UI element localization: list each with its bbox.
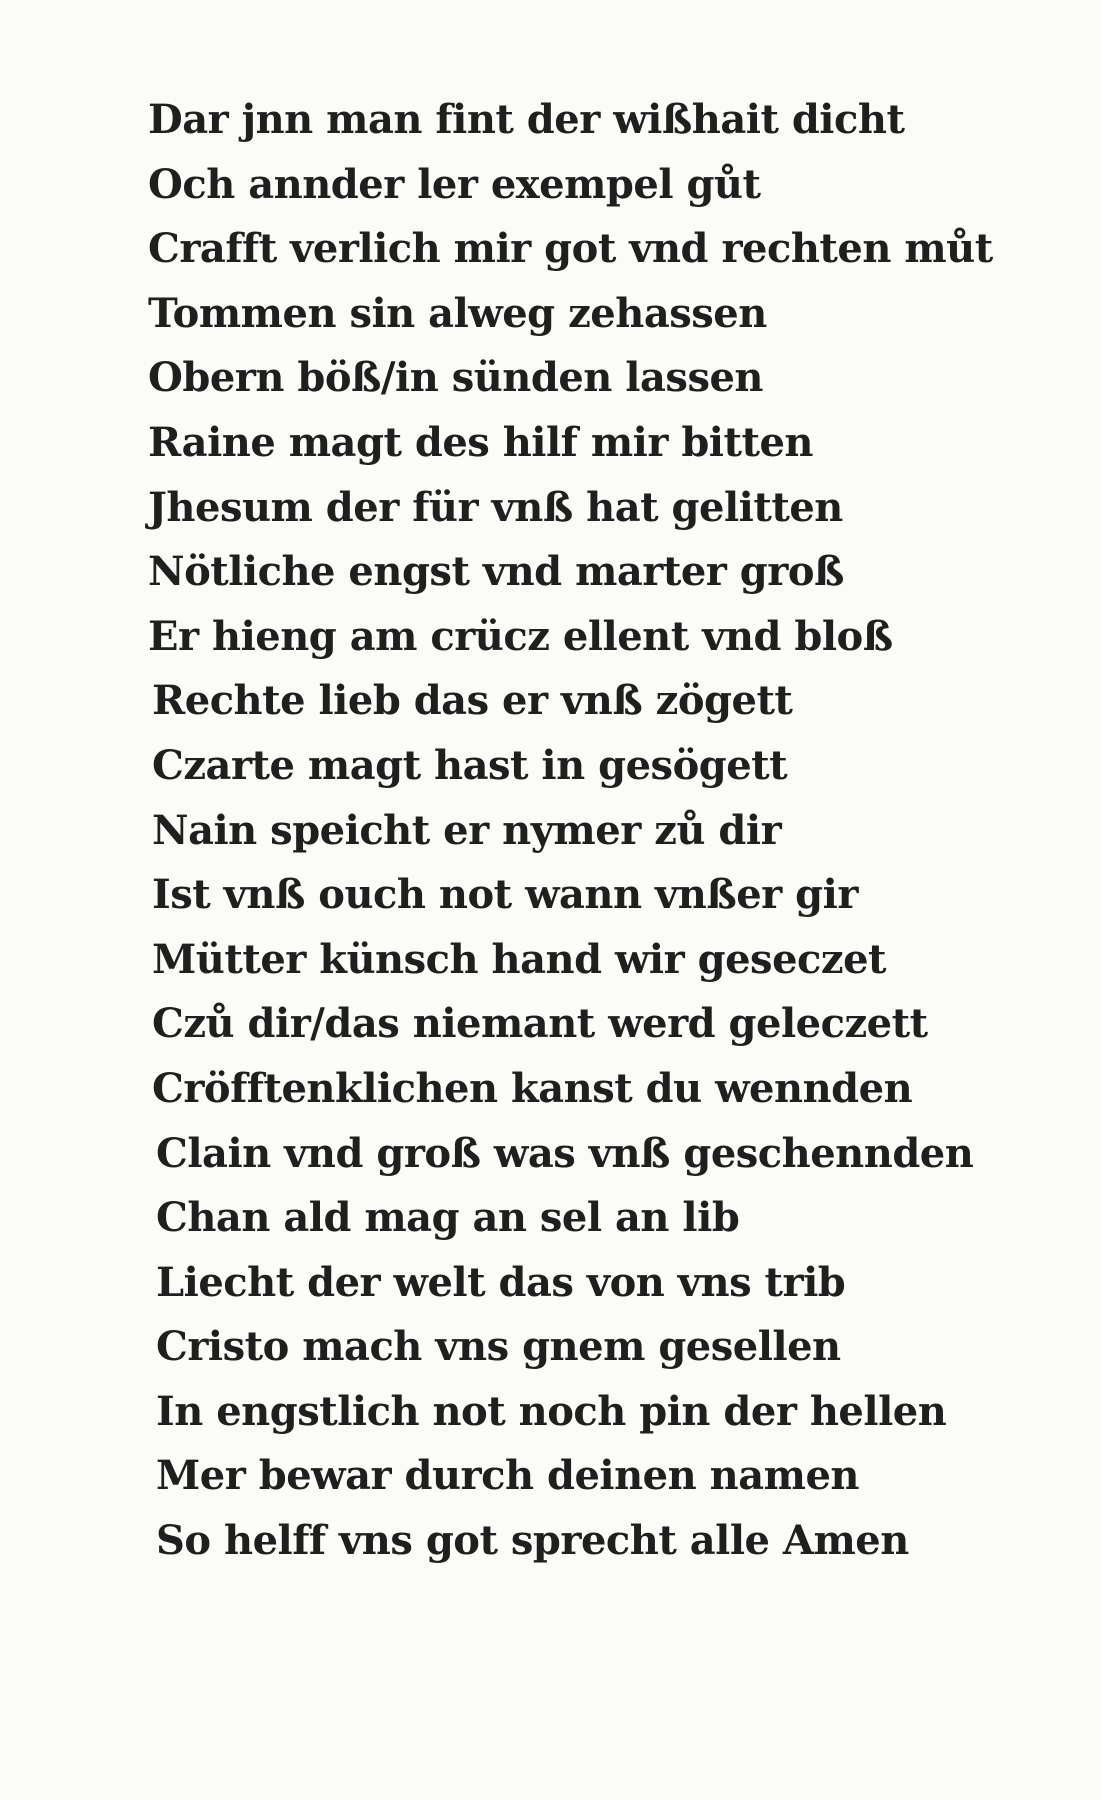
verse-line: Czarte magt hast in gesögett xyxy=(152,741,788,789)
verse-line: Liecht der welt das von vns trib xyxy=(156,1258,846,1306)
verse-line: So helff vns got sprecht alle Amen xyxy=(156,1517,909,1565)
verse-line: Mer bewar durch deinen namen xyxy=(156,1452,859,1500)
verse-line: Obern böß/in sünden lassen xyxy=(148,354,763,402)
verse-line: Er hieng am crücz ellent vnd bloß xyxy=(148,612,893,660)
verse-line: Tommen sin alweg zehassen xyxy=(148,289,767,337)
verse-line: Och annder ler exempel gůt xyxy=(148,160,761,208)
verse-line: Mütter künsch hand wir geseczet xyxy=(152,935,887,983)
verse-line: Crafft verlich mir got vnd rechten můt xyxy=(148,225,993,273)
verse-line: Cristo mach vns gnem gesellen xyxy=(156,1323,841,1371)
verse-line: Ist vnß ouch not wann vnßer gir xyxy=(152,871,858,919)
verse-line: Chan ald mag an sel an lib xyxy=(156,1194,740,1242)
verse-line: Jhesum der für vnß hat gelitten xyxy=(148,483,843,531)
verse-line: Czů dir/das niemant werd geleczett xyxy=(152,1000,928,1048)
verse-line: Clain vnd groß was vnß geschennden xyxy=(156,1129,974,1177)
verse-line: Nötliche engst vnd marter groß xyxy=(148,548,844,596)
verse-line: Dar jnn man fint der wißhait dicht xyxy=(148,96,905,143)
verse-text xyxy=(148,88,1048,1574)
verse-line: Raine magt des hilf mir bitten xyxy=(148,418,813,466)
verse-line: Cröfftenklichen kanst du wennden xyxy=(152,1064,913,1112)
verse-line: Rechte lieb das er vnß zögett xyxy=(152,677,793,725)
verse-line: Nain speicht er nymer zů dir xyxy=(152,806,782,854)
verse-line: In engstlich not noch pin der hellen xyxy=(156,1387,947,1435)
